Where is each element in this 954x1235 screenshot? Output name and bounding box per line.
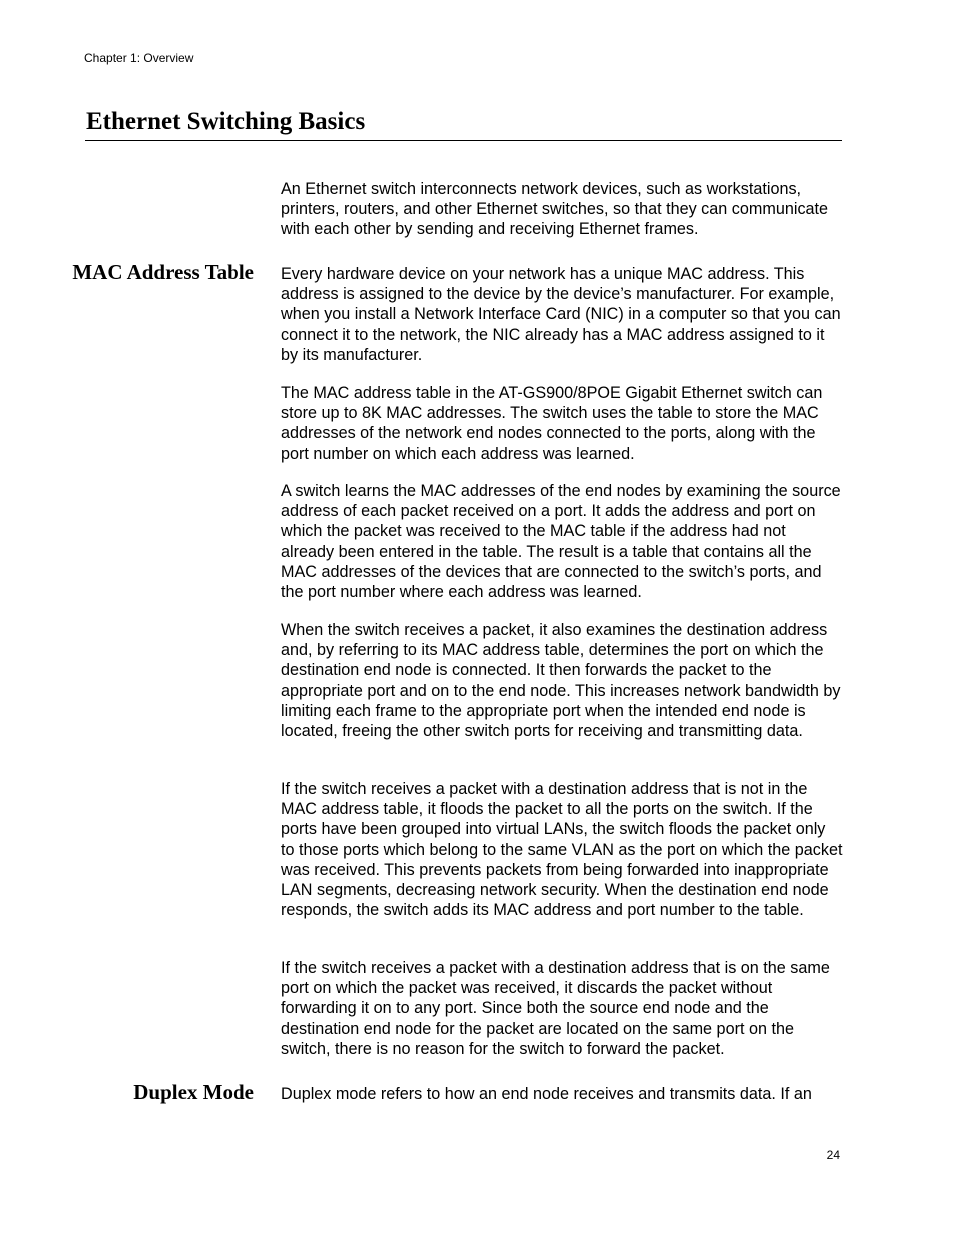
duplex-paragraph: Duplex mode refers to how an end node receives and transmits data. If an [281,1085,812,1103]
title-rule [85,140,842,141]
mac-paragraph-2: The MAC address table in the AT-GS900/8POE Gigabit Ethernet switch can store up to 8K MAC addresses. The switch uses the table to store the MAC addresses of the network end nodes connected to the ports, along with the port number on which each address was learned. [281,384,823,463]
mac-paragraph-4: When the switch receives a packet, it also examines the destination address and, by referring to its MAC address table, determines the port on which the destination end node is connected. It then forwards the packet to the appropriate port and on to the end node. This increases network bandwidth by limiting each frame to the appropriate port when the intended end node is located, freeing the other switch ports for receiving and transmitting data. [281,621,841,741]
mac-paragraph-1: Every hardware device on your network has a unique MAC address. This address is assigned to the device by the device’s manufacturer. For example, when you install a Network Interface Card (NIC) in a computer so that you can connect it to the network, the NIC already has a MAC address assigned to it by its manufacturer. [281,265,841,364]
section-heading-duplex-mode: Duplex Mode [133,1080,254,1104]
intro-paragraph: An Ethernet switch interconnects network devices, such as workstations, printers, routers, and other Ethernet switches, so that they can communicate with each other by sending and receiving Ethernet frames. [281,180,829,239]
page-title: Ethernet Switching Basics [86,108,366,135]
page-number: 24 [826,1148,840,1162]
mac-paragraph-5: If the switch receives a packet with a destination address that is not in the MAC address table, it floods the packet to all the ports on the switch. If the ports have been grouped into virtual LANs, the switch floods the packet only to those ports which belong to the same VLAN as the port on which the packet was received. This prevents packets from being forwarded into inappropriate LAN segments, decreasing network security. When the destination end node responds, the switch adds its MAC address and port number to the table. [281,780,843,920]
mac-paragraph-6: If the switch receives a packet with a destination address that is on the same port on which the packet was received, it discards the packet without forwarding it on to any port. Since both the source end node and the destination end node for the packet are located on the same port on the switch, there is no reason for the switch to forward the packet. [281,959,830,1058]
running-header: Chapter 1: Overview [84,51,194,65]
section-heading-mac-address-table: MAC Address Table [72,260,254,284]
mac-paragraph-3: A switch learns the MAC addresses of the end nodes by examining the source address of each packet received on a port. It adds the address and port on which the packet was received to the MAC table if the address had not already been entered in the table. The result is a table that contains all the MAC addresses of the devices that are connected to the switch’s ports, and the port number where each address was learned. [281,482,841,602]
